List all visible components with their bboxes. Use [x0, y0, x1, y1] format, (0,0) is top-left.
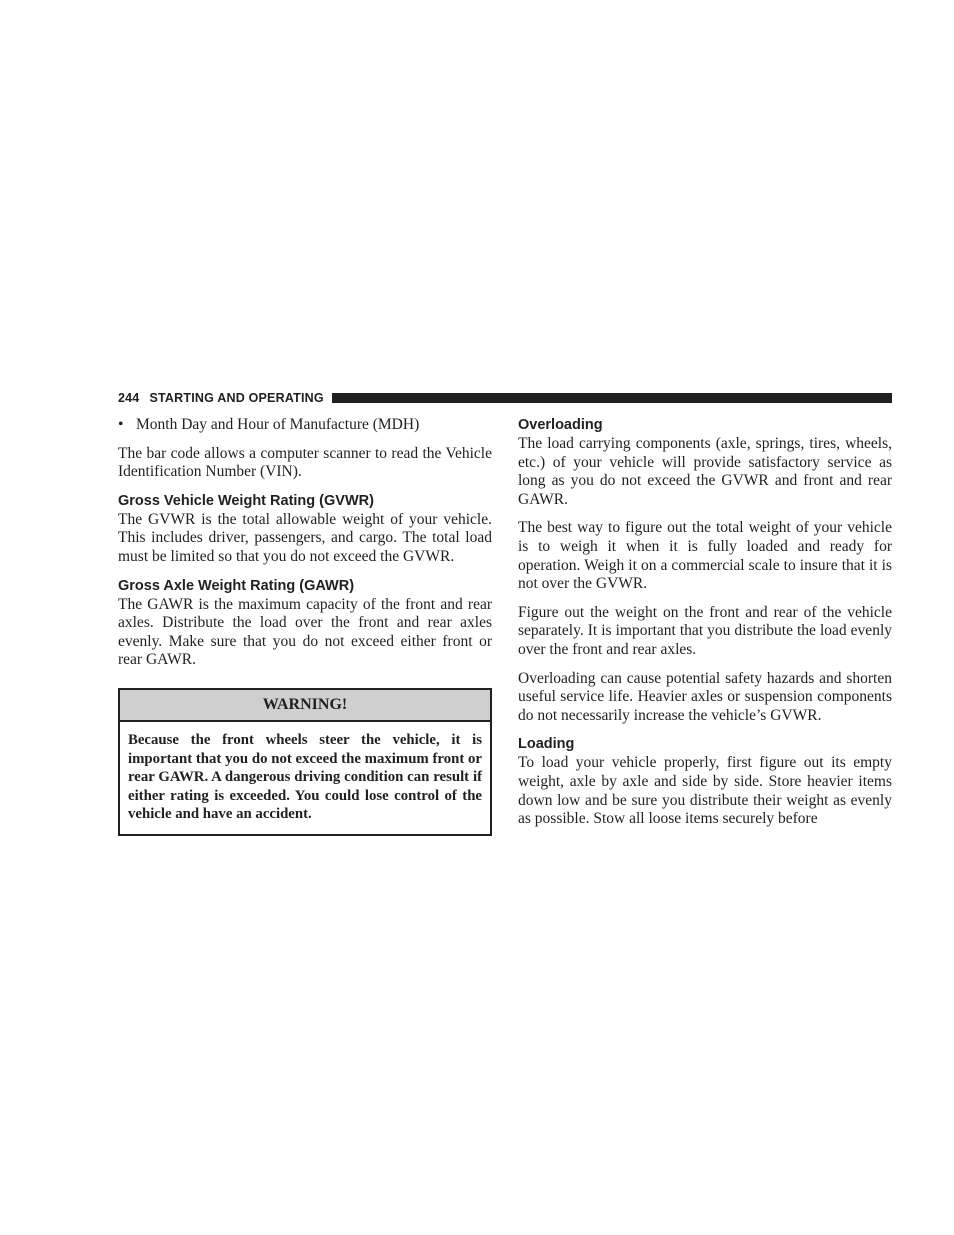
bullet-icon: • [118, 416, 124, 433]
overloading-paragraph-3: Figure out the weight on the front and rear of the vehicle separately. It is important that you distribute the load evenly over the front and rear axles. [518, 603, 892, 658]
gvwr-heading: Gross Vehicle Weight Rating (GVWR) [118, 492, 374, 509]
gawr-paragraph: The GAWR is the maximum capacity of the front and rear axles. Distribute the load over the front and rear axles evenly. Make sure that you do not exceed either front or rear GAWR. [118, 595, 492, 669]
barcode-paragraph: The bar code allows a computer scanner to read the Vehicle Identification Number (VIN). [118, 444, 492, 481]
loading-paragraph-1: To load your vehicle properly, first figure out its empty weight, axle by axle and side by side. Store heavier items down low and be sure you distribute their weight as evenly as possible. Stow all loose items securely before [518, 754, 892, 828]
loading-heading: Loading [518, 736, 575, 753]
warning-body: Because the front wheels steer the vehicle, it is important that you do not exceed the maximum front or rear GAWR. A dangerous driving condition can result if either rating is exceeded. You could lose control of the vehicle and have an accident. [128, 731, 482, 823]
overloading-heading: Overloading [518, 417, 603, 433]
bullet-text: Month Day and Hour of Manufacture (MDH) [136, 416, 420, 433]
warning-title: WARNING! [120, 690, 490, 722]
overloading-paragraph-1: The load carrying components (axle, springs, tires, wheels, etc.) of your vehicle will provide satisfactory service as long as you do not exceed the GVWR and front and rear GAWR. [518, 435, 892, 508]
overloading-paragraph-2: The best way to figure out the total weight of your vehicle is to weigh it when it is fully loaded and ready for operation. Weigh it on a commercial scale to insure that it is not over the GVWR. [518, 519, 892, 593]
list-item [118, 416, 492, 435]
header-rule [332, 393, 892, 403]
right-column [518, 416, 892, 839]
page-number: 244 [118, 391, 140, 405]
overloading-paragraph-4: Overloading can cause potential safety hazards and shorten useful service life. Heavier axles or suspension components do not necessarily increase the vehicle’s GVWR. [518, 669, 892, 724]
gvwr-paragraph: The GVWR is the total allowable weight of your vehicle. This includes driver, passengers, and cargo. The total load must be limited so that you do not exceed the GVWR. [118, 510, 492, 565]
left-column [118, 416, 492, 836]
warning-box [118, 688, 492, 836]
page-header [118, 390, 892, 406]
gawr-heading: Gross Axle Weight Rating (GAWR) [118, 577, 355, 594]
section-title: STARTING AND OPERATING [149, 391, 324, 405]
